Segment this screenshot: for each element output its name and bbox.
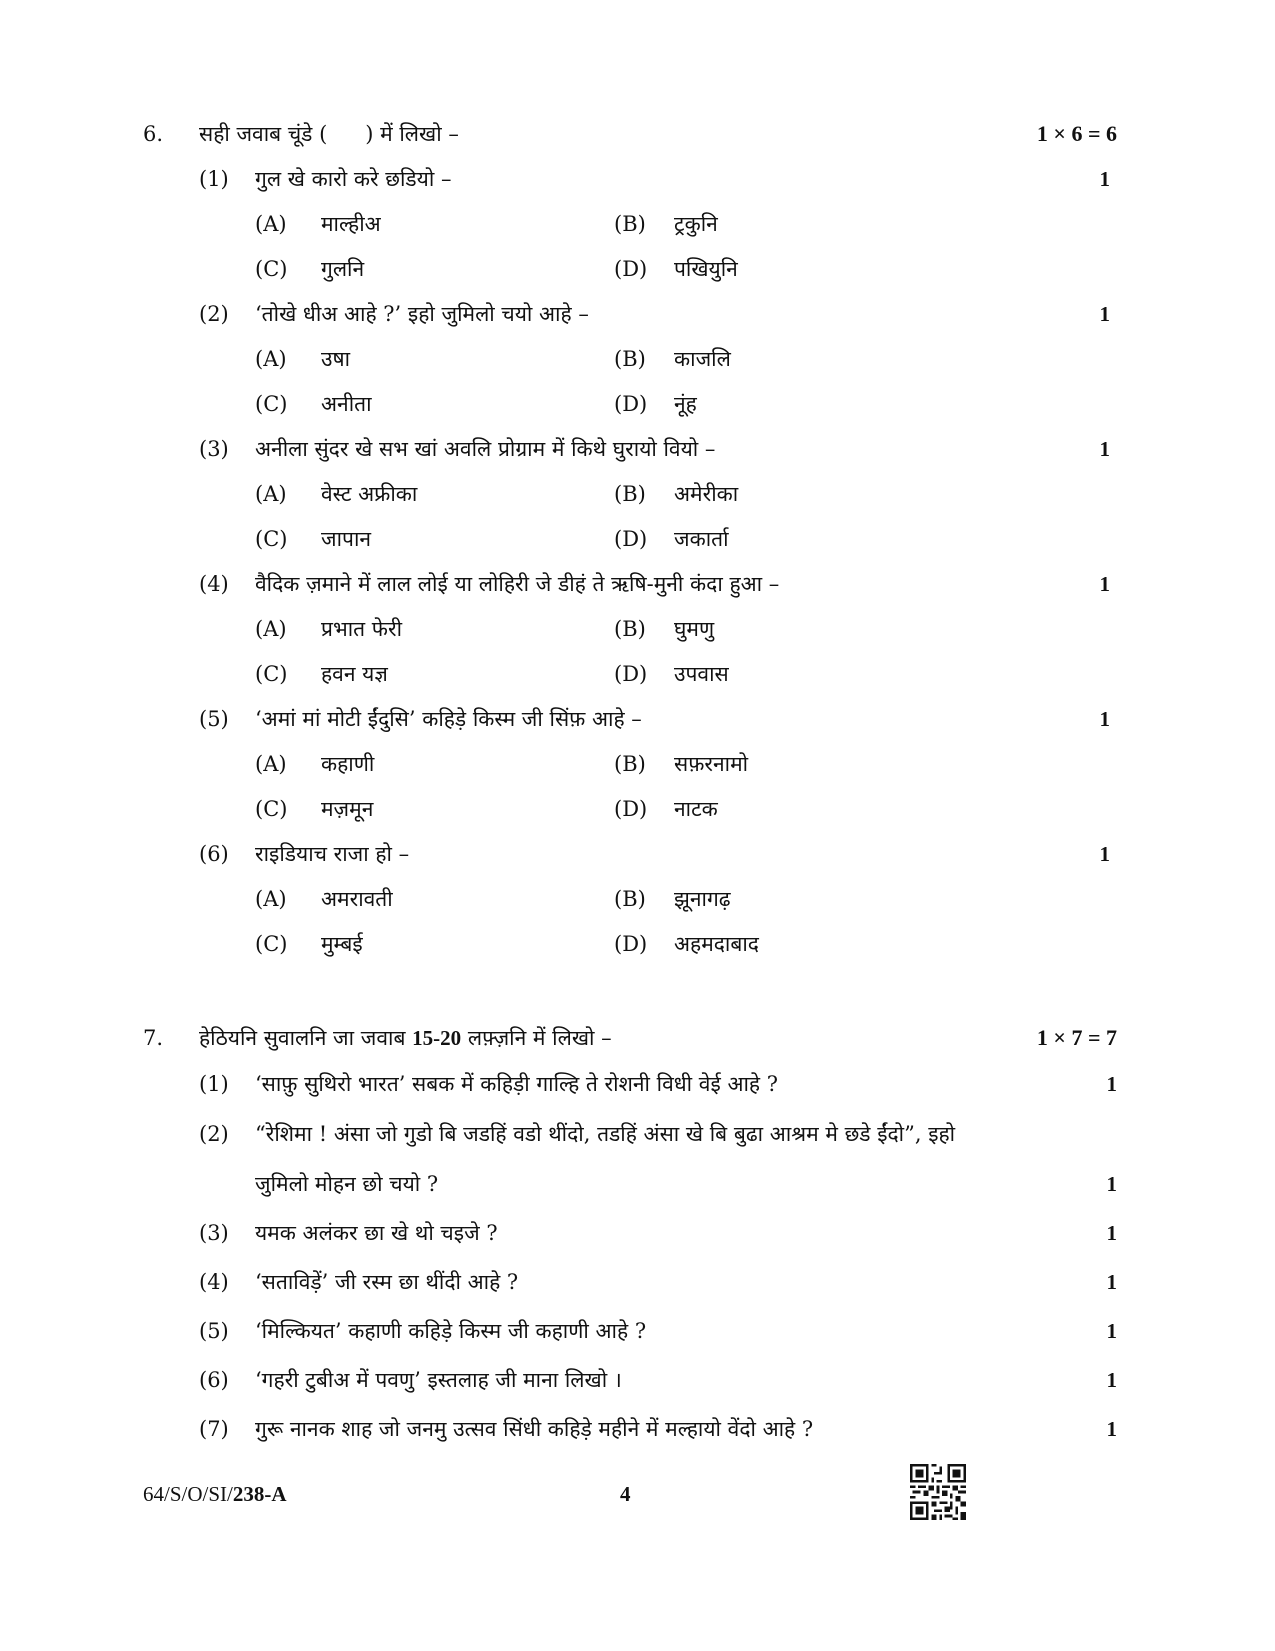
sub-text: ‘साफ़ु सुथिरो भारत’ सबक में कहिड़ी गाल्हि ते रोशनी विधी वेई आहे ? bbox=[255, 1072, 778, 1096]
sub-text: ‘सताविड़ें’ जी रस्म छा थींदी आहे ? bbox=[255, 1270, 519, 1294]
option-text: वेस्ट अफ्रीका bbox=[321, 482, 418, 506]
sub-text: गुरू नानक शाह जो जनमु उत्सव सिंधी कहिड़े महीने में मल्हायो वेंदो आहे ? bbox=[255, 1417, 814, 1441]
sub-number: (6) bbox=[199, 1368, 229, 1392]
sub-marks: 1 bbox=[1106, 1319, 1117, 1343]
q6-sub3 bbox=[0, 429, 1275, 469]
q6-sub1 bbox=[0, 159, 1275, 199]
sub-text-continued: जुमिलो मोहन छो चयो ? bbox=[255, 1172, 439, 1196]
option-text: मज़मून bbox=[321, 797, 374, 821]
sub-marks: 1 bbox=[1106, 1172, 1117, 1196]
option-text: प्रभात फेरी bbox=[321, 617, 403, 641]
sub-text: गुल खे कारो करे छडियो – bbox=[255, 167, 452, 191]
option-label: (B) bbox=[614, 617, 646, 641]
sub-marks: 1 bbox=[1099, 302, 1110, 326]
sub-marks: 1 bbox=[1106, 1417, 1117, 1441]
option-text: झूनागढ़ bbox=[674, 887, 731, 911]
sub-number: (4) bbox=[199, 572, 229, 596]
sub-text: ‘गहरी टुबीअ में पवणु’ इस्तलाह जी माना लिखो । bbox=[255, 1368, 622, 1392]
page-number: 4 bbox=[620, 1482, 631, 1506]
option-text: नूंह bbox=[674, 392, 697, 416]
option-row bbox=[0, 879, 1275, 919]
option-row bbox=[0, 249, 1275, 289]
option-row bbox=[0, 474, 1275, 514]
option-text: सफ़रनामो bbox=[674, 752, 749, 776]
sub-text: ‘मिल्कियत’ कहाणी कहिड़े किस्म जी कहाणी आहे ? bbox=[255, 1319, 647, 1343]
word-range: 15-20 bbox=[412, 1026, 462, 1050]
option-text: घुमणु bbox=[674, 617, 715, 641]
q6-text: सही जवाब चूंडे ( ) में लिखो – bbox=[199, 122, 459, 146]
sub-text: राइडियाच राजा हो – bbox=[255, 842, 410, 866]
q7-sub6 bbox=[0, 1360, 1275, 1400]
option-label: (B) bbox=[614, 752, 646, 776]
q6-marks: 1 × 6 = 6 bbox=[1036, 121, 1117, 146]
q7-text: हेठियनि सुवालनि जा जवाब 15-20 लफ़्ज़नि में लिखो – bbox=[199, 1026, 612, 1050]
sub-number: (2) bbox=[199, 1122, 229, 1146]
option-label: (D) bbox=[614, 257, 648, 281]
option-label: (D) bbox=[614, 392, 648, 416]
sub-number: (1) bbox=[199, 167, 229, 191]
option-text: पखियुनि bbox=[674, 257, 738, 281]
sub-number: (3) bbox=[199, 437, 229, 461]
option-label: (C) bbox=[255, 797, 288, 821]
sub-number: (6) bbox=[199, 842, 229, 866]
q6-sub5 bbox=[0, 699, 1275, 739]
option-row bbox=[0, 654, 1275, 694]
sub-number: (5) bbox=[199, 707, 229, 731]
option-label: (C) bbox=[255, 662, 288, 686]
option-label: (C) bbox=[255, 392, 288, 416]
option-text: नाटक bbox=[674, 797, 718, 821]
option-label: (A) bbox=[255, 752, 287, 776]
option-label: (D) bbox=[614, 797, 648, 821]
q7-marks: 1 × 7 = 7 bbox=[1036, 1025, 1117, 1050]
option-text: माल्हीअ bbox=[321, 212, 381, 236]
sub-marks: 1 bbox=[1099, 167, 1110, 191]
q6-heading bbox=[0, 114, 1275, 154]
sub-marks: 1 bbox=[1099, 707, 1110, 731]
sub-number: (2) bbox=[199, 302, 229, 326]
option-row bbox=[0, 384, 1275, 424]
option-text: ट्रकुनि bbox=[674, 212, 718, 236]
option-label: (A) bbox=[255, 482, 287, 506]
option-text: उषा bbox=[321, 347, 351, 371]
option-row bbox=[0, 744, 1275, 784]
option-label: (C) bbox=[255, 932, 288, 956]
sub-text: “रेशिमा ! अंसा जो गुडो बि जडहिं वडो थींदो, तडहिं अंसा खे बि बुढा आश्रम मे छडे ईंदो”, इहो bbox=[255, 1122, 956, 1146]
sub-text: यमक अलंकर छा खे थो चइजे ? bbox=[255, 1221, 498, 1245]
option-text: उपवास bbox=[674, 662, 729, 686]
option-row bbox=[0, 204, 1275, 244]
sub-marks: 1 bbox=[1099, 572, 1110, 596]
paper-code: 64/S/O/SI/238-A bbox=[143, 1482, 287, 1506]
option-text: जापान bbox=[321, 527, 372, 551]
sub-number: (5) bbox=[199, 1319, 229, 1343]
sub-number: (7) bbox=[199, 1417, 229, 1441]
option-label: (D) bbox=[614, 662, 648, 686]
option-row bbox=[0, 789, 1275, 829]
sub-text: ‘अमां मां मोटी ईंदुसि’ कहिड़े किस्म जी सिंफ़ आहे – bbox=[255, 707, 642, 731]
option-label: (D) bbox=[614, 527, 648, 551]
q7-sub4 bbox=[0, 1262, 1275, 1302]
sub-marks: 1 bbox=[1106, 1221, 1117, 1245]
q7-sub5 bbox=[0, 1311, 1275, 1351]
sub-number: (3) bbox=[199, 1221, 229, 1245]
option-row bbox=[0, 519, 1275, 559]
option-label: (A) bbox=[255, 347, 287, 371]
option-label: (A) bbox=[255, 617, 287, 641]
q7-number: 7. bbox=[143, 1026, 164, 1050]
sub-marks: 1 bbox=[1106, 1368, 1117, 1392]
option-text: काजलि bbox=[674, 347, 731, 371]
sub-marks: 1 bbox=[1099, 437, 1110, 461]
option-label: (B) bbox=[614, 347, 646, 371]
option-text: अमरावती bbox=[321, 887, 393, 911]
option-text: कहाणी bbox=[321, 752, 375, 776]
q6-sub4 bbox=[0, 564, 1275, 604]
option-text: मुम्बई bbox=[321, 932, 363, 956]
q6-sub6 bbox=[0, 834, 1275, 874]
qr-code-icon bbox=[910, 1464, 966, 1520]
option-text: अमेरीका bbox=[674, 482, 739, 506]
q7-sub1 bbox=[0, 1064, 1275, 1104]
option-text: अनीता bbox=[321, 392, 372, 416]
option-label: (B) bbox=[614, 212, 646, 236]
option-row bbox=[0, 924, 1275, 964]
sub-number: (1) bbox=[199, 1072, 229, 1096]
option-label: (A) bbox=[255, 887, 287, 911]
option-label: (A) bbox=[255, 212, 287, 236]
sub-text: वैदिक ज़माने में लाल लोई या लोहिरी जे डीहं ते ऋषि-मुनी कंदा हुआ – bbox=[255, 572, 780, 596]
q7-sub2 bbox=[0, 1114, 1275, 1154]
sub-marks: 1 bbox=[1106, 1072, 1117, 1096]
option-text: अहमदाबाद bbox=[674, 932, 759, 956]
q7-sub7 bbox=[0, 1409, 1275, 1449]
option-label: (C) bbox=[255, 257, 288, 281]
option-text: गुलनि bbox=[321, 257, 365, 281]
sub-text: ‘तोखे धीअ आहे ?’ इहो जुमिलो चयो आहे – bbox=[255, 302, 589, 326]
q6-number: 6. bbox=[143, 122, 164, 146]
option-row bbox=[0, 609, 1275, 649]
option-label: (C) bbox=[255, 527, 288, 551]
option-label: (B) bbox=[614, 887, 646, 911]
q7-sub3 bbox=[0, 1213, 1275, 1253]
sub-number: (4) bbox=[199, 1270, 229, 1294]
sub-marks: 1 bbox=[1099, 842, 1110, 866]
q6-sub2 bbox=[0, 294, 1275, 334]
option-label: (B) bbox=[614, 482, 646, 506]
option-label: (D) bbox=[614, 932, 648, 956]
option-row bbox=[0, 339, 1275, 379]
page-footer bbox=[0, 1474, 1275, 1514]
option-text: हवन यज्ञ bbox=[321, 662, 388, 686]
q7-sub2-continued bbox=[0, 1164, 1275, 1204]
sub-text: अनीला सुंदर खे सभ खां अवलि प्रोग्राम में किथे घुरायो वियो – bbox=[255, 437, 716, 461]
q7-heading bbox=[0, 1018, 1275, 1058]
sub-marks: 1 bbox=[1106, 1270, 1117, 1294]
option-text: जकार्ता bbox=[674, 527, 729, 551]
